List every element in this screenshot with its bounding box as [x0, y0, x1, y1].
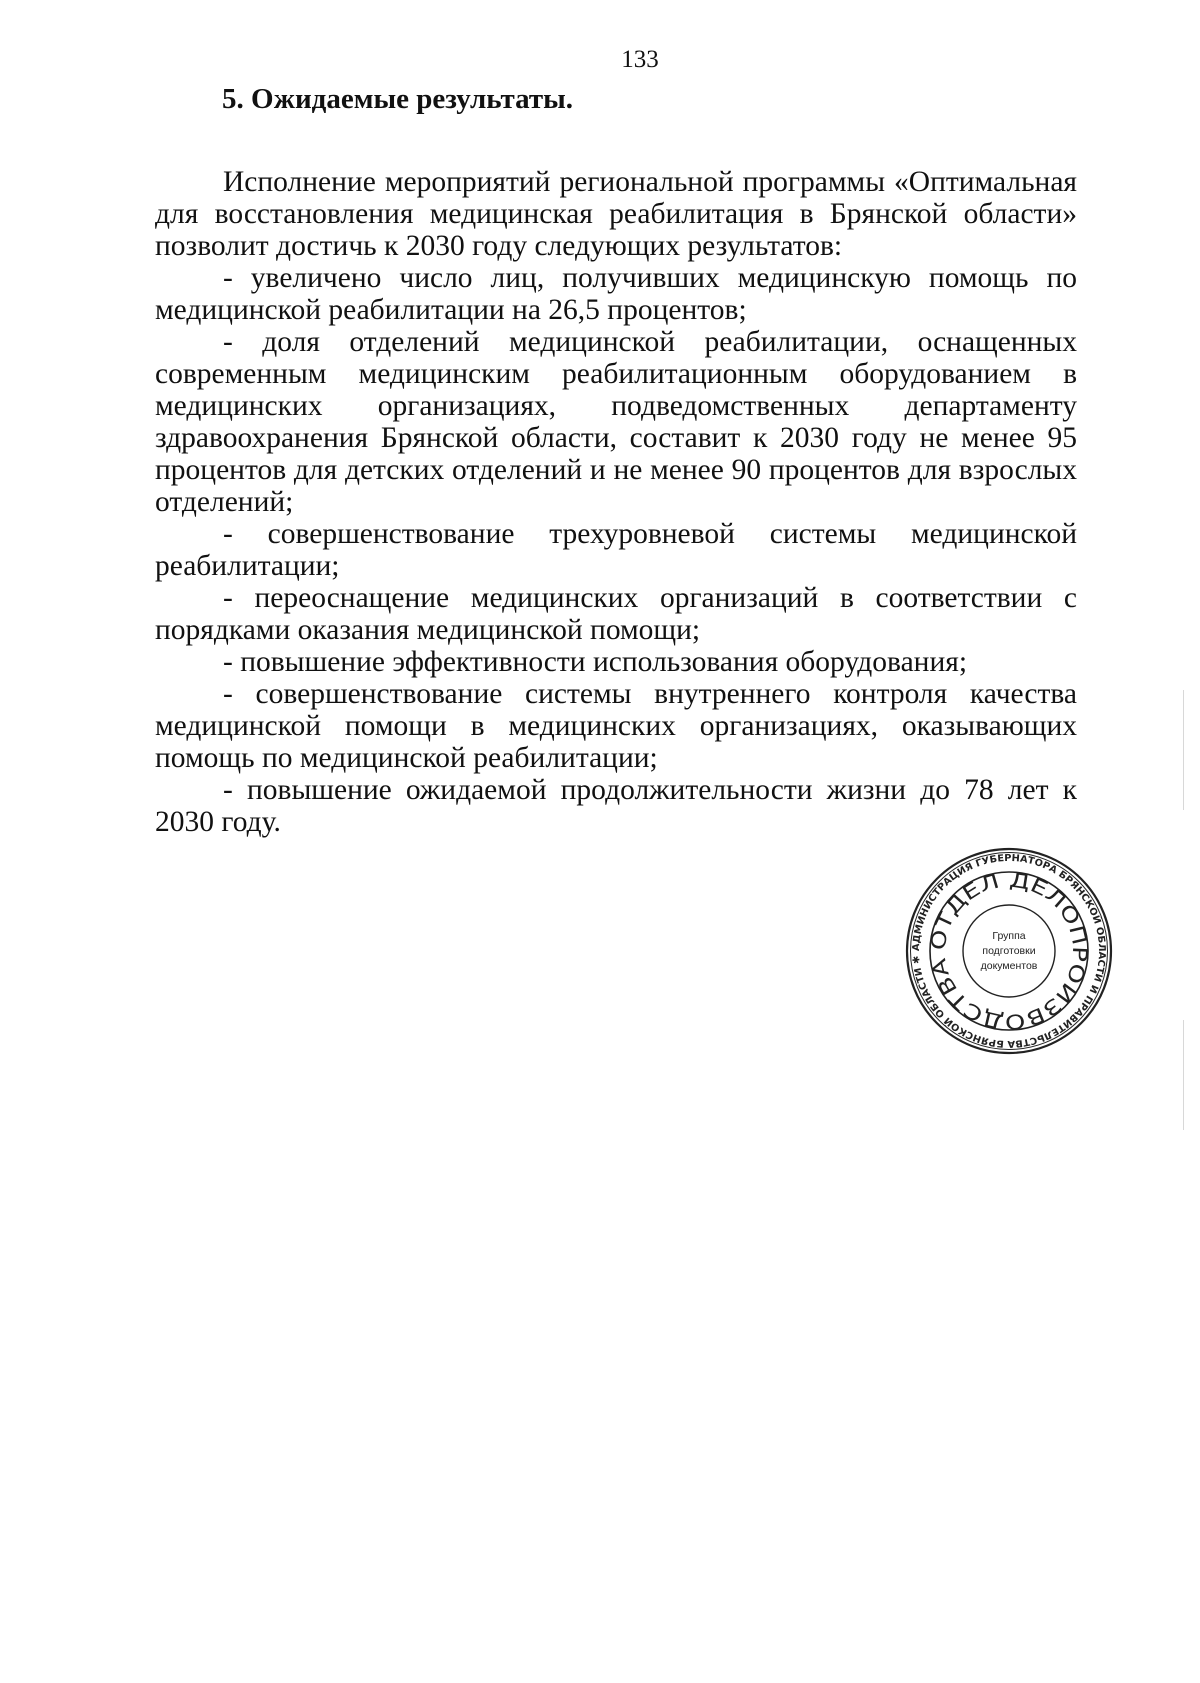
list-item: - совершенствование трехуровневой системы медицинской реабилитации;	[155, 518, 1077, 582]
list-item: - повышение ожидаемой продолжительности жизни до 78 лет к 2030 году.	[155, 774, 1077, 838]
stamp-center-line: документов	[980, 960, 1038, 972]
list-item: - повышение эффективности использования оборудования;	[223, 646, 968, 678]
document-body	[155, 166, 1077, 838]
list-item: - увеличено число лиц, получивших медицинскую помощь по медицинской реабилитации на 26,5 процентов;	[155, 262, 1077, 326]
stamp-center-line: подготовки	[982, 945, 1036, 957]
list-item: - доля отделений медицинской реабилитации, оснащенных современным медицинским реабилитационным оборудованием в медицинских организациях, подведомственных департаменту здравоохранения Брянской области, составит к 2030 году не менее 95 процентов для детских отделений и не менее 90 процентов для взрослых отделений;	[155, 326, 1077, 518]
section-heading: 5. Ожидаемые результаты.	[222, 83, 574, 115]
list-item: - совершенствование системы внутреннего контроля качества медицинской помощи в медицинских организациях, оказывающих помощь по медицинской реабилитации;	[155, 678, 1077, 774]
stamp-center-line: Группа	[992, 930, 1026, 942]
scan-artifact-line	[1183, 690, 1184, 810]
list-item: - переоснащение медицинских организаций в соответствии с порядками оказания медицинской помощи;	[155, 582, 1077, 646]
scan-artifact-line	[1183, 1020, 1184, 1130]
stamp-inner-text: ОТДЕЛ ДЕЛОПРОИЗВОДСТВА	[925, 867, 1093, 1035]
stamp-outer-text: АДМИНИСТРАЦИЯ ГУБЕРНАТОРА БРЯНСКОЙ ОБЛАСТИ И ПРАВИТЕЛЬСТВА БРЯНСКОЙ ОБЛАСТИ ✱	[910, 852, 1108, 1050]
page-number: 133	[621, 46, 659, 73]
official-stamp	[903, 845, 1115, 1057]
paragraph-intro: Исполнение мероприятий региональной программы «Оптимальная для восстановления медицинская реабилитация в Брянской области» позволит достичь к 2030 году следующих результатов:	[155, 166, 1077, 262]
stamp-seal-icon	[903, 845, 1115, 1057]
